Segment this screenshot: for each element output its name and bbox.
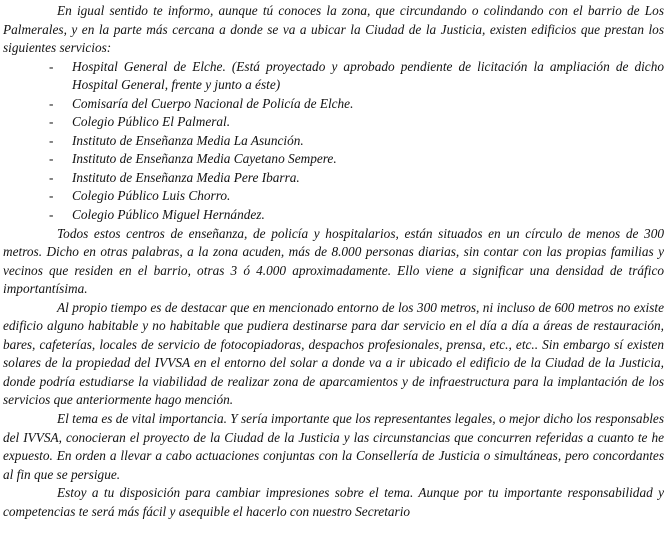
list-bullet: - xyxy=(49,151,54,167)
list-item-text: Colegio Público Miguel Hernández. xyxy=(72,207,265,223)
closing-paragraph: Estoy a tu disposición para cambiar impresiones sobre el tema. Aunque por tu importante responsabilidad y competencias te será más fácil y asequible el hacerlo con nuestro Secretario xyxy=(3,485,664,519)
list-item-text: Colegio Público El Palmeral. xyxy=(72,114,231,130)
list-item xyxy=(3,58,664,95)
list-item xyxy=(3,132,664,151)
list-item-text: Instituto de Enseñanza Media Cayetano Sempere. xyxy=(72,151,337,167)
list-bullet: - xyxy=(49,188,54,204)
list-bullet: - xyxy=(49,95,54,111)
list-bullet: - xyxy=(49,207,54,223)
list-item-text: Hospital General de Elche. (Está proyectado y aprobado pendiente de licitación la ampliación de dicho Hospital General, frente y junto a éste) xyxy=(72,58,664,93)
list-item-text: Colegio Público Luis Chorro. xyxy=(72,188,231,204)
list-item xyxy=(3,113,664,132)
list-item xyxy=(3,150,664,169)
list-bullet: - xyxy=(49,132,54,148)
services-gap-paragraph: Al propio tiempo es de destacar que en mencionado entorno de los 300 metros, ni incluso de 600 metros no existe edificio alguno habitable y no habitable que pudiera destinarse para dar servicio en el día a día a áreas de restauración, bares, cafeterías, locales de servicio de fotocopiadoras, despachos profesionales, prensa, etc., etc.. Sin embargo sí existen solares de la propiedad del IVVSA en el entorno del solar a donde va a ir ubicado el edificio de la Ciudad de la Justicia, donde podría estudiarse la viabilidad de realizar zona de aparcamientos y de infraestructura para la implantación de los servicios que anteriormente hago mención. xyxy=(3,299,664,408)
list-bullet: - xyxy=(49,58,54,74)
list-item xyxy=(3,169,664,188)
density-paragraph: Todos estos centros de enseñanza, de policía y hospitalarios, están situados en un círculo de menos de 300 metros. Dicho en otras palabras, a la zona acuden, más de 8.000 personas diarias, sin contar con las propias familias y vecinos que residen en el barrio, otras 3 ó 4.000 aproximadamente. Ello viene a significar una densidad de tráfico importantísima. xyxy=(3,225,664,297)
list-bullet: - xyxy=(49,169,54,185)
importance-paragraph: El tema es de vital importancia. Y sería importante que los representantes legales, o mejor dicho los responsables del IVVSA, conocieran el proyecto de la Ciudad de la Justicia y las circunstancias que concurren referidas a cuanto te he expuesto. En orden a llevar a cabo actuaciones conjuntas con la Consellería de Justicia o simultáneas, pero concordantes al fin que se persigue. xyxy=(3,411,664,482)
list-item xyxy=(3,95,664,114)
services-list xyxy=(3,58,664,225)
list-item xyxy=(3,187,664,206)
list-bullet: - xyxy=(49,114,54,130)
list-item-text: Comisaría del Cuerpo Nacional de Policía de Elche. xyxy=(72,95,354,111)
list-item-text: Instituto de Enseñanza Media La Asunción. xyxy=(72,132,304,148)
intro-paragraph: En igual sentido te informo, aunque tú conoces la zona, que circundando o colindando con el barrio de Los Palmerales, y en la parte más cercana a donde se va a ubicar la Ciudad de la Justicia, existen edificios que prestan los siguientes servicios: xyxy=(3,3,664,56)
list-item xyxy=(3,206,664,225)
list-item-text: Instituto de Enseñanza Media Pere Ibarra. xyxy=(72,169,300,185)
